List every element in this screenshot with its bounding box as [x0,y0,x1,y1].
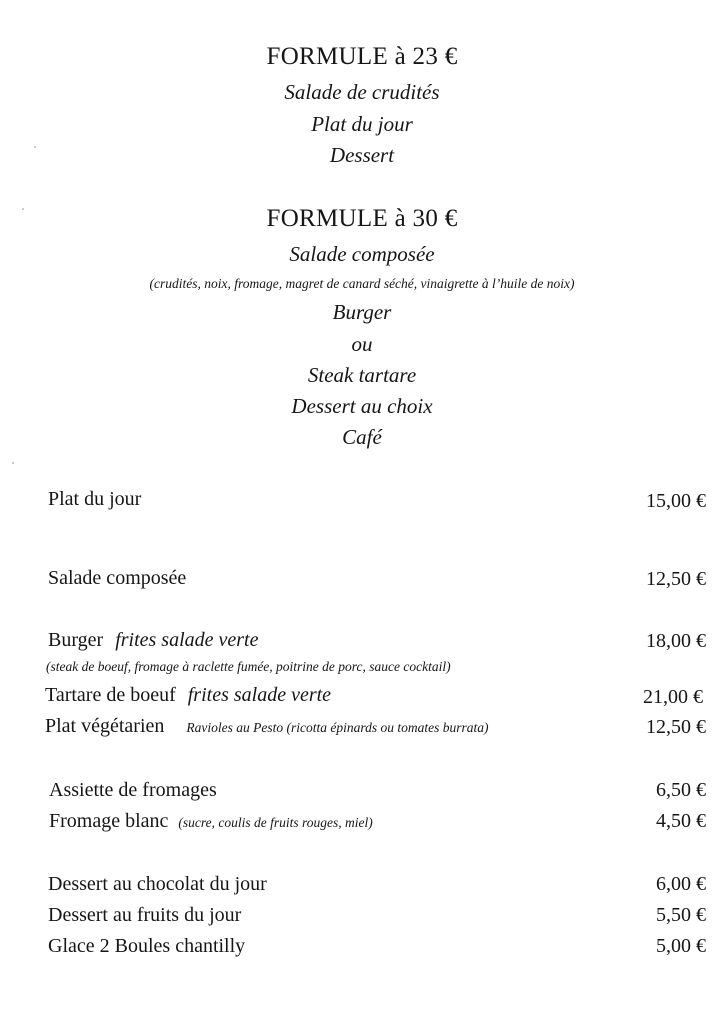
item-description: frites salade verte [115,629,259,651]
menu-item-dessert [48,904,241,927]
menu-item-plat-du-jour [48,488,141,511]
item-name: Salade composée [48,567,187,589]
menu-item-vegetarien [45,715,489,738]
menu-item-tartare [45,684,331,707]
item-name: Fromage blanc [49,810,169,832]
menu-item-fromage-blanc [49,810,373,833]
item-name: Tartare de boeuf [45,684,176,706]
formule-30-item: Dessert au choix [291,394,433,418]
item-price: 12,50 € [646,568,706,590]
item-price: 15,00 € [646,490,706,512]
item-description: frites salade verte [187,684,332,706]
formule-23-item: Dessert [329,143,395,167]
item-name: Dessert au chocolat du jour [48,873,267,895]
item-name: Plat végétarien [45,715,165,737]
formule-23-title: FORMULE à 23 € [266,43,458,70]
item-description: (sucre, coulis de fruits rouges, miel) [178,815,373,830]
formule-23-item: Plat du jour [311,112,413,136]
menu-item-salade-composee [48,567,186,590]
item-price: 6,50 € [656,779,706,801]
item-name: Plat du jour [48,488,142,510]
formule-30-item: Steak tartare [307,363,417,387]
menu-item-assiette-fromages [49,779,217,802]
formule-30-salade: Salade composée [289,242,435,266]
formule-30-item: ou [351,332,373,356]
menu-item-dessert [48,935,245,958]
item-name: Assiette de fromages [49,779,217,801]
item-description: Ravioles au Pesto (ricotta épinards ou tomates burrata) [186,720,489,735]
item-name: Dessert au fruits du jour [48,904,242,926]
item-name: Glace 2 Boules chantilly [48,935,246,957]
menu-item-dessert [48,873,267,896]
item-price: 5,00 € [656,935,706,957]
item-price: 5,50 € [656,904,706,926]
formule-30-item: Café [342,425,382,449]
scan-speck [12,462,14,464]
burger-note: (steak de boeuf, fromage à raclette fumée, poitrine de porc, sauce cocktail) [46,659,451,674]
item-name: Burger [48,629,104,651]
item-price: 6,00 € [656,873,706,895]
formule-23-item: Salade de crudités [284,80,440,104]
formule-30-item: Burger [332,300,392,324]
item-price: 18,00 € [646,630,706,652]
menu-item-burger [48,629,259,652]
item-price: 21,00 € [643,686,703,708]
item-price: 12,50 € [646,716,706,738]
item-price: 4,50 € [656,810,706,832]
formule-30-salade-note: (crudités, noix, fromage, magret de canard séché, vinaigrette à l’huile de noix) [149,276,575,291]
formule-30-title: FORMULE à 30 € [266,205,458,232]
